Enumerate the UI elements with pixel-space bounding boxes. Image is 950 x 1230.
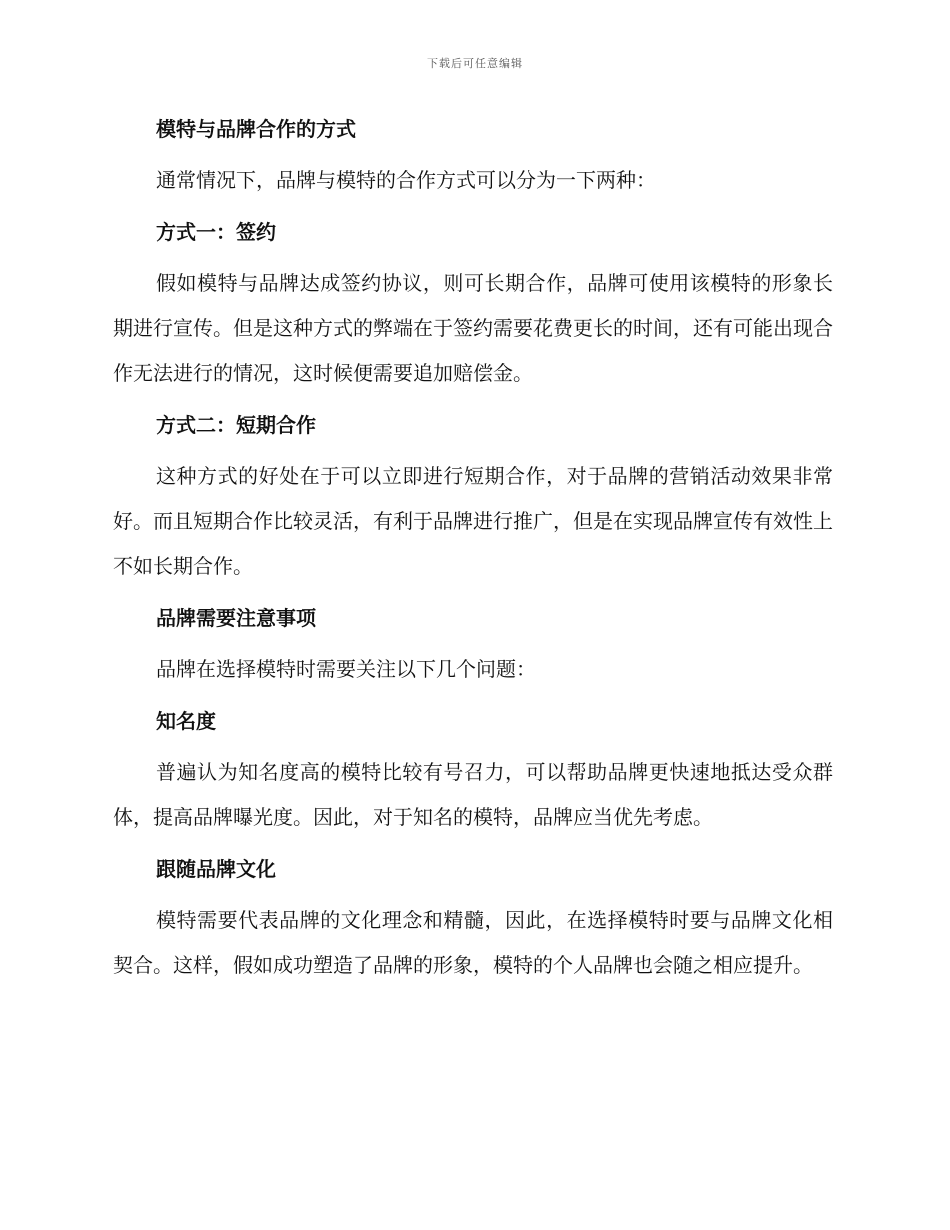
section-heading-cooperation-methods: 模特与品牌合作的方式 bbox=[156, 117, 356, 141]
section-heading-method-two: 方式二：短期合作 bbox=[156, 413, 316, 437]
paragraph-intro: 通常情况下，品牌与模特的合作方式可以分为一下两种： bbox=[156, 168, 656, 192]
paragraph-brand-notes: 品牌在选择模特时需要关注以下几个问题： bbox=[156, 657, 536, 681]
document-body bbox=[113, 113, 833, 988]
section-heading-method-one: 方式一：签约 bbox=[156, 220, 276, 244]
paragraph-method-one: 假如模特与品牌达成签约协议，则可长期合作，品牌可使用该模特的形象长期进行宣传。但是这种方式的弊端在于签约需要花费更长的时间，还有可能出现合作无法进行的情况，这时候便需要追加赔偿金。 bbox=[113, 271, 833, 385]
header-note: 下载后可任意编辑 bbox=[427, 57, 523, 70]
paragraph-brand-culture: 模特需要代表品牌的文化理念和精髓，因此，在选择模特时要与品牌文化相契合。这样，假如成功塑造了品牌的形象，模特的个人品牌也会随之相应提升。 bbox=[113, 908, 833, 977]
section-heading-brand-notes: 品牌需要注意事项 bbox=[156, 606, 316, 630]
paragraph-popularity: 普遍认为知名度高的模特比较有号召力，可以帮助品牌更快速地抵达受众群体，提高品牌曝光度。因此，对于知名的模特，品牌应当优先考虑。 bbox=[113, 760, 833, 829]
section-heading-popularity: 知名度 bbox=[156, 709, 216, 733]
paragraph-method-two: 这种方式的好处在于可以立即进行短期合作，对于品牌的营销活动效果非常好。而且短期合作比较灵活，有利于品牌进行推广，但是在实现品牌宣传有效性上不如长期合作。 bbox=[113, 464, 833, 578]
section-heading-brand-culture: 跟随品牌文化 bbox=[156, 857, 276, 881]
